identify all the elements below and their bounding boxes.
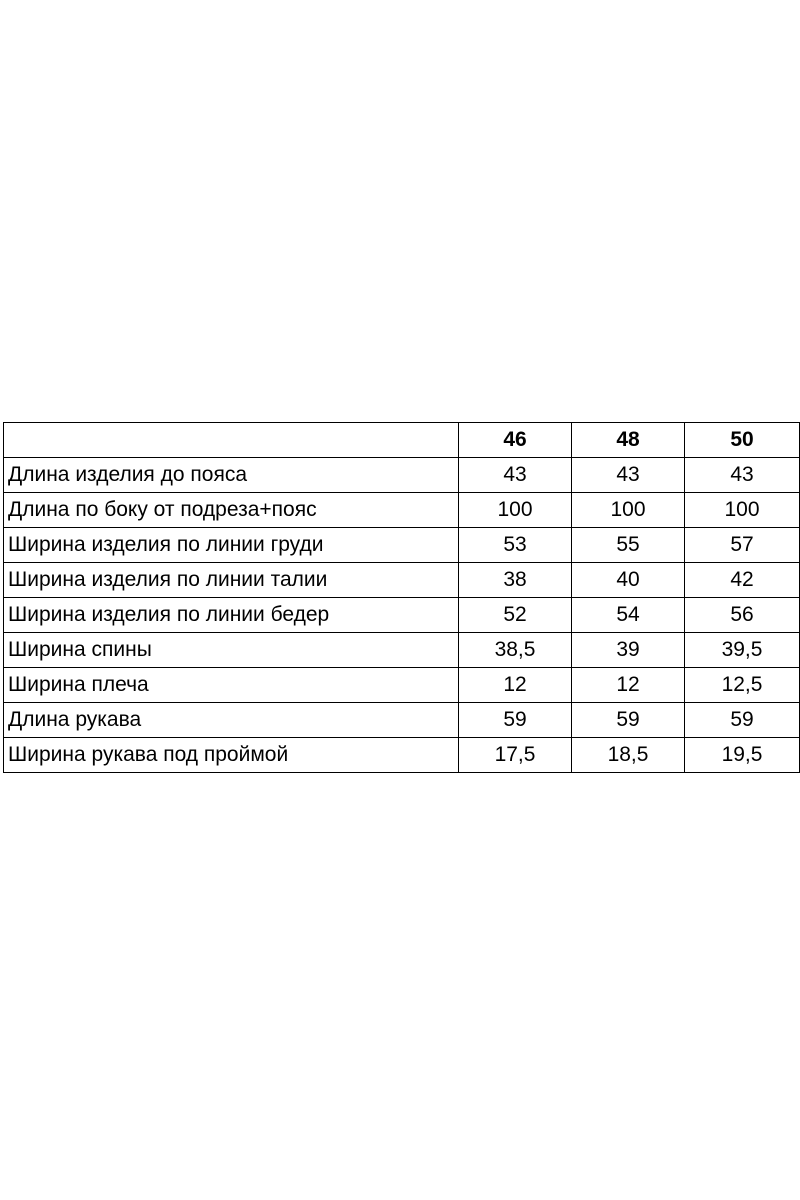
row-value: 100: [459, 493, 572, 528]
table-row: [4, 633, 800, 668]
table-row: [4, 458, 800, 493]
row-value: 42: [685, 563, 800, 598]
row-value: 40: [572, 563, 685, 598]
row-value: 59: [459, 703, 572, 738]
row-label: Длина изделия до пояса: [4, 458, 459, 493]
row-value: 57: [685, 528, 800, 563]
row-label: Ширина изделия по линии бедер: [4, 598, 459, 633]
row-value: 38: [459, 563, 572, 598]
row-value: 100: [685, 493, 800, 528]
row-value: 39,5: [685, 633, 800, 668]
header-size-50: 50: [685, 423, 800, 458]
row-label: Ширина спины: [4, 633, 459, 668]
table-row: [4, 668, 800, 703]
header-size-48: 48: [572, 423, 685, 458]
row-value: 59: [572, 703, 685, 738]
row-value: 19,5: [685, 738, 800, 773]
table-row: [4, 493, 800, 528]
size-chart-table: [3, 422, 800, 773]
table-row: [4, 703, 800, 738]
row-value: 52: [459, 598, 572, 633]
row-value: 43: [459, 458, 572, 493]
header-size-46: 46: [459, 423, 572, 458]
row-value: 55: [572, 528, 685, 563]
row-value: 12: [459, 668, 572, 703]
row-value: 12: [572, 668, 685, 703]
header-corner-cell: [4, 423, 459, 458]
row-value: 12,5: [685, 668, 800, 703]
row-label: Длина рукава: [4, 703, 459, 738]
table-row: [4, 563, 800, 598]
row-label: Ширина плеча: [4, 668, 459, 703]
row-value: 38,5: [459, 633, 572, 668]
row-label: Ширина рукава под проймой: [4, 738, 459, 773]
row-value: 43: [685, 458, 800, 493]
row-value: 54: [572, 598, 685, 633]
table-row: [4, 738, 800, 773]
row-value: 53: [459, 528, 572, 563]
row-value: 100: [572, 493, 685, 528]
table-row: [4, 528, 800, 563]
row-value: 43: [572, 458, 685, 493]
row-value: 17,5: [459, 738, 572, 773]
table-row: [4, 598, 800, 633]
row-value: 56: [685, 598, 800, 633]
row-value: 18,5: [572, 738, 685, 773]
row-label: Длина по боку от подреза+пояс: [4, 493, 459, 528]
table-header-row: [4, 423, 800, 458]
row-value: 59: [685, 703, 800, 738]
row-label: Ширина изделия по линии груди: [4, 528, 459, 563]
row-label: Ширина изделия по линии талии: [4, 563, 459, 598]
row-value: 39: [572, 633, 685, 668]
